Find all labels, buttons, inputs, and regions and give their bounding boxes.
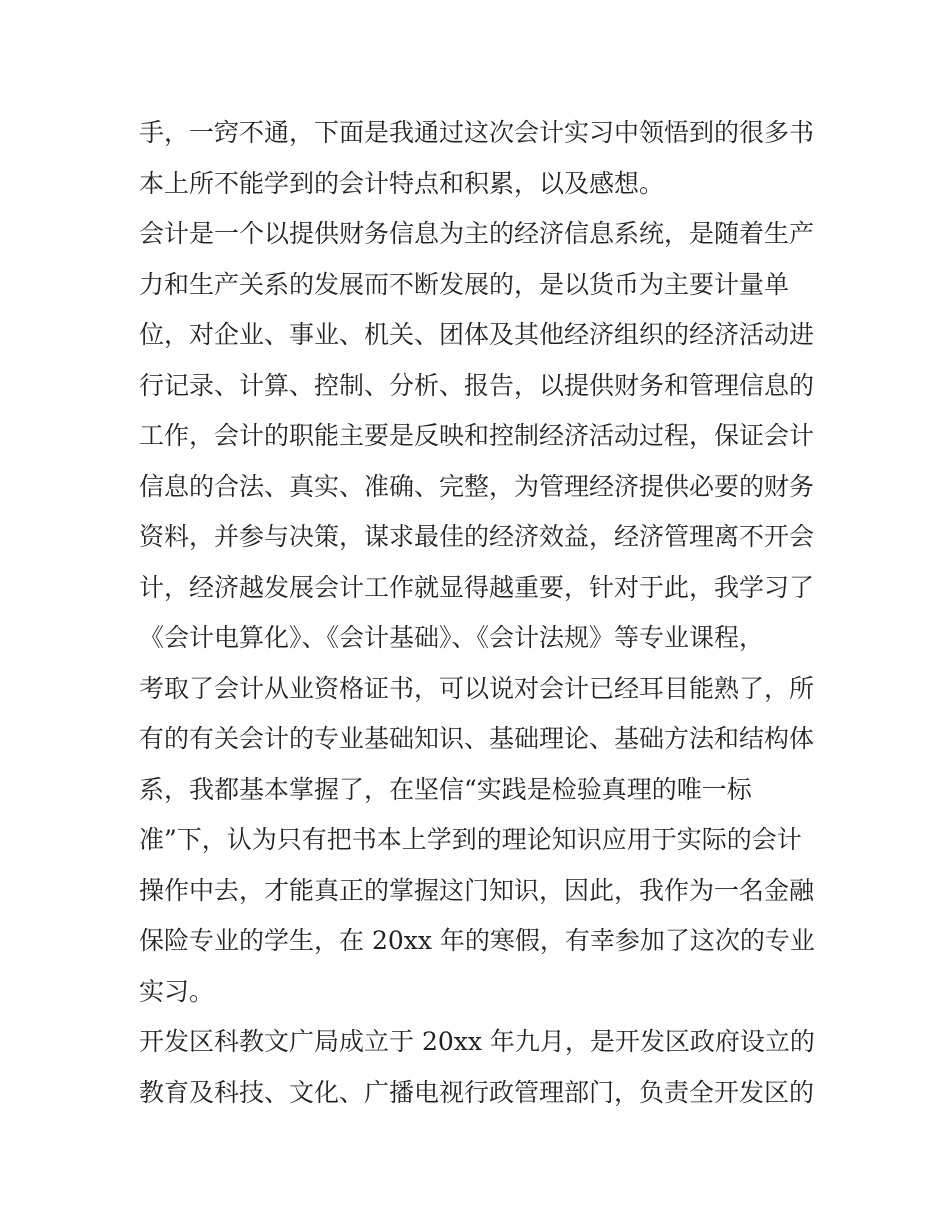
text-line: 准”下，认为只有把书本上学到的理论知识应用于实际的会计 bbox=[139, 825, 802, 854]
text-line: 计，经济越发展会计工作就显得越重要，针对于此，我学习了 bbox=[139, 572, 815, 602]
text-line: 教育及科技、文化、广播电视行政管理部门，负责全开发区的 bbox=[139, 1077, 815, 1107]
text-line: 本上所不能学到的会计特点和积累，以及感想。 bbox=[139, 168, 665, 198]
text-line: 工作，会计的职能主要是反映和控制经济活动过程，保证会计 bbox=[139, 421, 815, 450]
text-line: 系，我都基本掌握了，在坚信“实践是检验真理的唯一标 bbox=[139, 774, 752, 804]
text-line: 信息的合法、真实、准确、完整，为管理经济提供必要的财务 bbox=[139, 471, 815, 501]
text-line: 力和生产关系的发展而不断发展的，是以货币为主要计量单 bbox=[139, 269, 790, 299]
text-line: 保险专业的学生，在 20xx 年的寒假，有幸参加了这次的专业 bbox=[139, 926, 815, 955]
text-line: 行记录、计算、控制、分析、报告，以提供财务和管理信息的 bbox=[139, 370, 815, 400]
text-line: 实习。 bbox=[139, 976, 215, 1006]
text-line: 操作中去，才能真正的掌握这门知识，因此，我作为一名金融 bbox=[139, 875, 815, 905]
text-line: 手，一窍不通，下面是我通过这次会计实习中领悟到的很多书 bbox=[139, 118, 815, 147]
text-line: 位，对企业、事业、机关、团体及其他经济组织的经济活动进 bbox=[139, 320, 815, 349]
text-line: 考取了会计从业资格证书，可以说对会计已经耳目能熟了，所 bbox=[139, 673, 815, 703]
text-line: 《会计电算化》、《会计基础》、《会计法规》等专业课程， bbox=[139, 623, 765, 652]
text-line: 会计是一个以提供财务信息为主的经济信息系统，是随着生产 bbox=[139, 219, 815, 248]
body-text bbox=[139, 108, 829, 1118]
text-line: 开发区科教文广局成立于 20xx 年九月，是开发区政府设立的 bbox=[139, 1027, 815, 1056]
text-line: 资料，并参与决策，谋求最佳的经济效益，经济管理离不开会 bbox=[139, 522, 815, 551]
text-line: 有的有关会计的专业基础知识、基础理论、基础方法和结构体 bbox=[139, 724, 815, 753]
